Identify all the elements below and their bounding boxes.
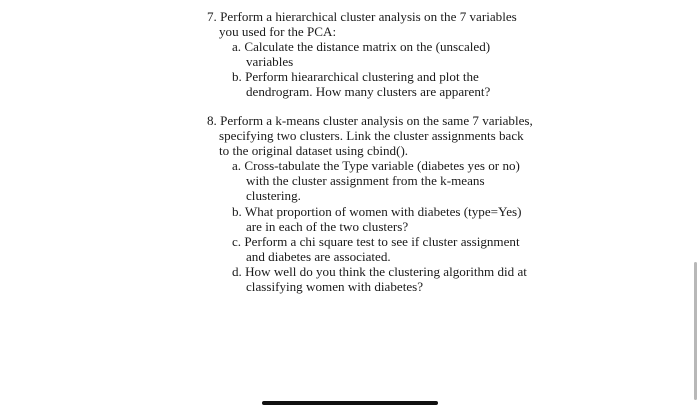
question-8c-text: c. Perform a chi square test to see if cluster assignment: [232, 234, 520, 249]
question-8c-text: and diabetes are associated.: [246, 249, 391, 264]
question-8b-text: are in each of the two clusters?: [246, 219, 409, 234]
question-7a-text: variables: [246, 54, 294, 69]
question-8a-text: clustering.: [246, 188, 301, 203]
question-8-text: specifying two clusters. Link the cluster assignments back: [219, 128, 524, 143]
question-8d-text: d. How well do you think the clustering algorithm did at: [232, 264, 527, 279]
question-7-text: 7. Perform a hierarchical cluster analysis on the 7 variables: [207, 9, 517, 24]
question-8-text: to the original dataset using cbind().: [219, 143, 409, 158]
question-8d-text: classifying women with diabetes?: [246, 279, 424, 294]
question-8-text: 8. Perform a k-means cluster analysis on the same 7 variables,: [207, 113, 533, 128]
question-8a-text: a. Cross-tabulate the Type variable (diabetes yes or no): [232, 158, 520, 173]
question-7a-text: a. Calculate the distance matrix on the (unscaled): [232, 39, 491, 54]
question-7-text: you used for the PCA:: [219, 24, 337, 39]
question-8b-text: b. What proportion of women with diabetes (type=Yes): [232, 204, 522, 219]
home-indicator-bar[interactable]: [262, 401, 438, 405]
question-7b-text: dendrogram. How many clusters are apparent?: [246, 84, 491, 99]
vertical-scrollbar[interactable]: [694, 262, 697, 400]
question-8a-text: with the cluster assignment from the k-means: [246, 173, 485, 188]
question-7b-text: b. Perform hieararchical clustering and plot the: [232, 69, 479, 84]
